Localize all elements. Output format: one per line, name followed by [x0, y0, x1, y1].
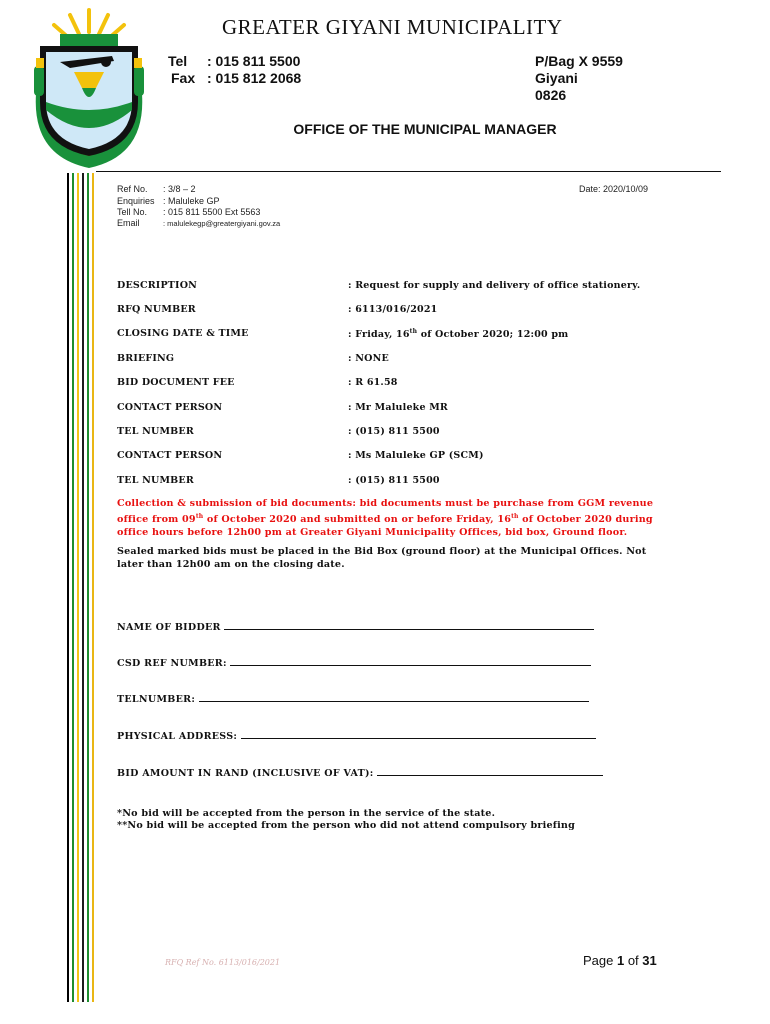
bidder-name-row [117, 620, 594, 633]
page-of: of [624, 953, 643, 968]
csd-ref-label: CSD REF NUMBER: [117, 658, 227, 669]
stripe-yellow-2 [92, 173, 94, 1002]
tel-label: Tel [168, 53, 188, 69]
bid-amount-field[interactable] [377, 766, 603, 776]
bidder-tel-row [117, 692, 589, 705]
collection-instructions [117, 497, 657, 539]
fax-value: : 015 812 2068 [207, 70, 302, 86]
detail-value: : (015) 811 5500 [348, 475, 440, 486]
postal-code: 0826 [535, 87, 567, 103]
bid-amount-label: BID AMOUNT IN RAND (INCLUSIVE OF VAT): [117, 768, 374, 779]
ref-no-value: : 3/8 – 2 [163, 184, 196, 194]
bidder-name-field[interactable] [224, 620, 594, 630]
ordinal-suffix: th [195, 513, 204, 520]
ordinal-suffix: th [409, 328, 418, 335]
note-briefing: **No bid will be accepted from the person who did not attend compulsory briefing [117, 820, 576, 831]
physical-address-row [117, 729, 596, 742]
detail-label: RFQ NUMBER [117, 304, 196, 315]
closing-date-text: of October 2020; 12:00 pm [417, 329, 569, 341]
tel-no-label: Tell No. [117, 207, 148, 217]
detail-label: TEL NUMBER [117, 475, 194, 486]
enquiries-label: Enquiries [117, 196, 155, 206]
collection-text: Collection & submission of bid documents: bid documents must be purchase from GGM revenue office from 09 [117, 498, 654, 526]
crest-top-band [60, 34, 118, 48]
detail-label: BID DOCUMENT FEE [117, 377, 235, 388]
page-prefix: Page [583, 953, 617, 968]
bidder-tel-field[interactable] [199, 692, 589, 702]
detail-value: : Ms Maluleke GP (SCM) [348, 450, 484, 461]
closing-date-value [348, 328, 568, 340]
page-current: 1 [616, 953, 625, 968]
bidder-name-label: NAME OF BIDDER [117, 622, 221, 633]
ref-no-label: Ref No. [117, 184, 148, 194]
detail-label: CONTACT PERSON [117, 402, 223, 413]
header-divider [96, 171, 721, 172]
detail-value: : NONE [348, 353, 389, 364]
bid-amount-row [117, 766, 603, 779]
tel-value: : 015 811 5500 [207, 53, 301, 69]
letter-date: Date: 2020/10/09 [579, 184, 649, 194]
footer-rfq-ref: RFQ Ref No. 6113/016/2021 [165, 958, 281, 967]
stripe-black-2 [82, 173, 84, 1002]
office-title: OFFICE OF THE MUNICIPAL MANAGER [293, 121, 557, 137]
email-value: : malulekegp@greatergiyani.gov.za [163, 219, 281, 228]
csd-ref-field[interactable] [230, 656, 591, 666]
note-state-service: *No bid will be accepted from the person in the service of the state. [117, 808, 496, 819]
enquiries-value: : Maluleke GP [163, 196, 220, 206]
bidder-tel-label: TELNUMBER: [117, 694, 196, 705]
collection-text: of October 2020 during office hours before 12h00 pm at Greater Giyani Municipality Offices, bid box, Ground floor. [117, 514, 653, 539]
municipal-crest-logo [30, 6, 148, 172]
sealed-bids-instructions: Sealed marked bids must be placed in the Bid Box (ground floor) at the Municipal Offices. Not later than 12h00 am on the closing date. [117, 546, 647, 570]
stripe-black-1 [67, 173, 69, 1002]
postal-bag: P/Bag X 9559 [535, 53, 623, 69]
fax-label: Fax [171, 70, 196, 86]
detail-label: TEL NUMBER [117, 426, 194, 437]
physical-address-field[interactable] [241, 729, 596, 739]
email-label: Email [117, 218, 140, 228]
stripe-green-2 [87, 173, 89, 1002]
detail-value: : Request for supply and delivery of office stationery. [348, 280, 641, 291]
detail-label: CLOSING DATE & TIME [117, 328, 249, 339]
csd-ref-row [117, 656, 591, 669]
detail-label: CONTACT PERSON [117, 450, 223, 461]
detail-value: : R 61.58 [348, 377, 398, 388]
detail-value: : Mr Maluleke MR [348, 402, 449, 413]
detail-value: : (015) 811 5500 [348, 426, 440, 437]
page-total: 31 [642, 953, 657, 968]
stripe-green-1 [72, 173, 74, 1002]
municipality-title: GREATER GIYANI MUNICIPALITY [222, 15, 563, 39]
detail-value: : 6113/016/2021 [348, 304, 438, 315]
detail-label: DESCRIPTION [117, 280, 198, 291]
collection-text: of October 2020 and submitted on or before Friday, 16 [203, 514, 512, 526]
ordinal-suffix: th [511, 513, 519, 520]
closing-date-text: : Friday, 16 [348, 329, 410, 341]
physical-address-label: PHYSICAL ADDRESS: [117, 731, 238, 742]
page-number [583, 953, 657, 968]
detail-label: BRIEFING [117, 353, 175, 364]
postal-town: Giyani [535, 70, 578, 86]
stripe-yellow-1 [77, 173, 79, 1002]
tel-no-value: : 015 811 5500 Ext 5563 [163, 207, 261, 217]
